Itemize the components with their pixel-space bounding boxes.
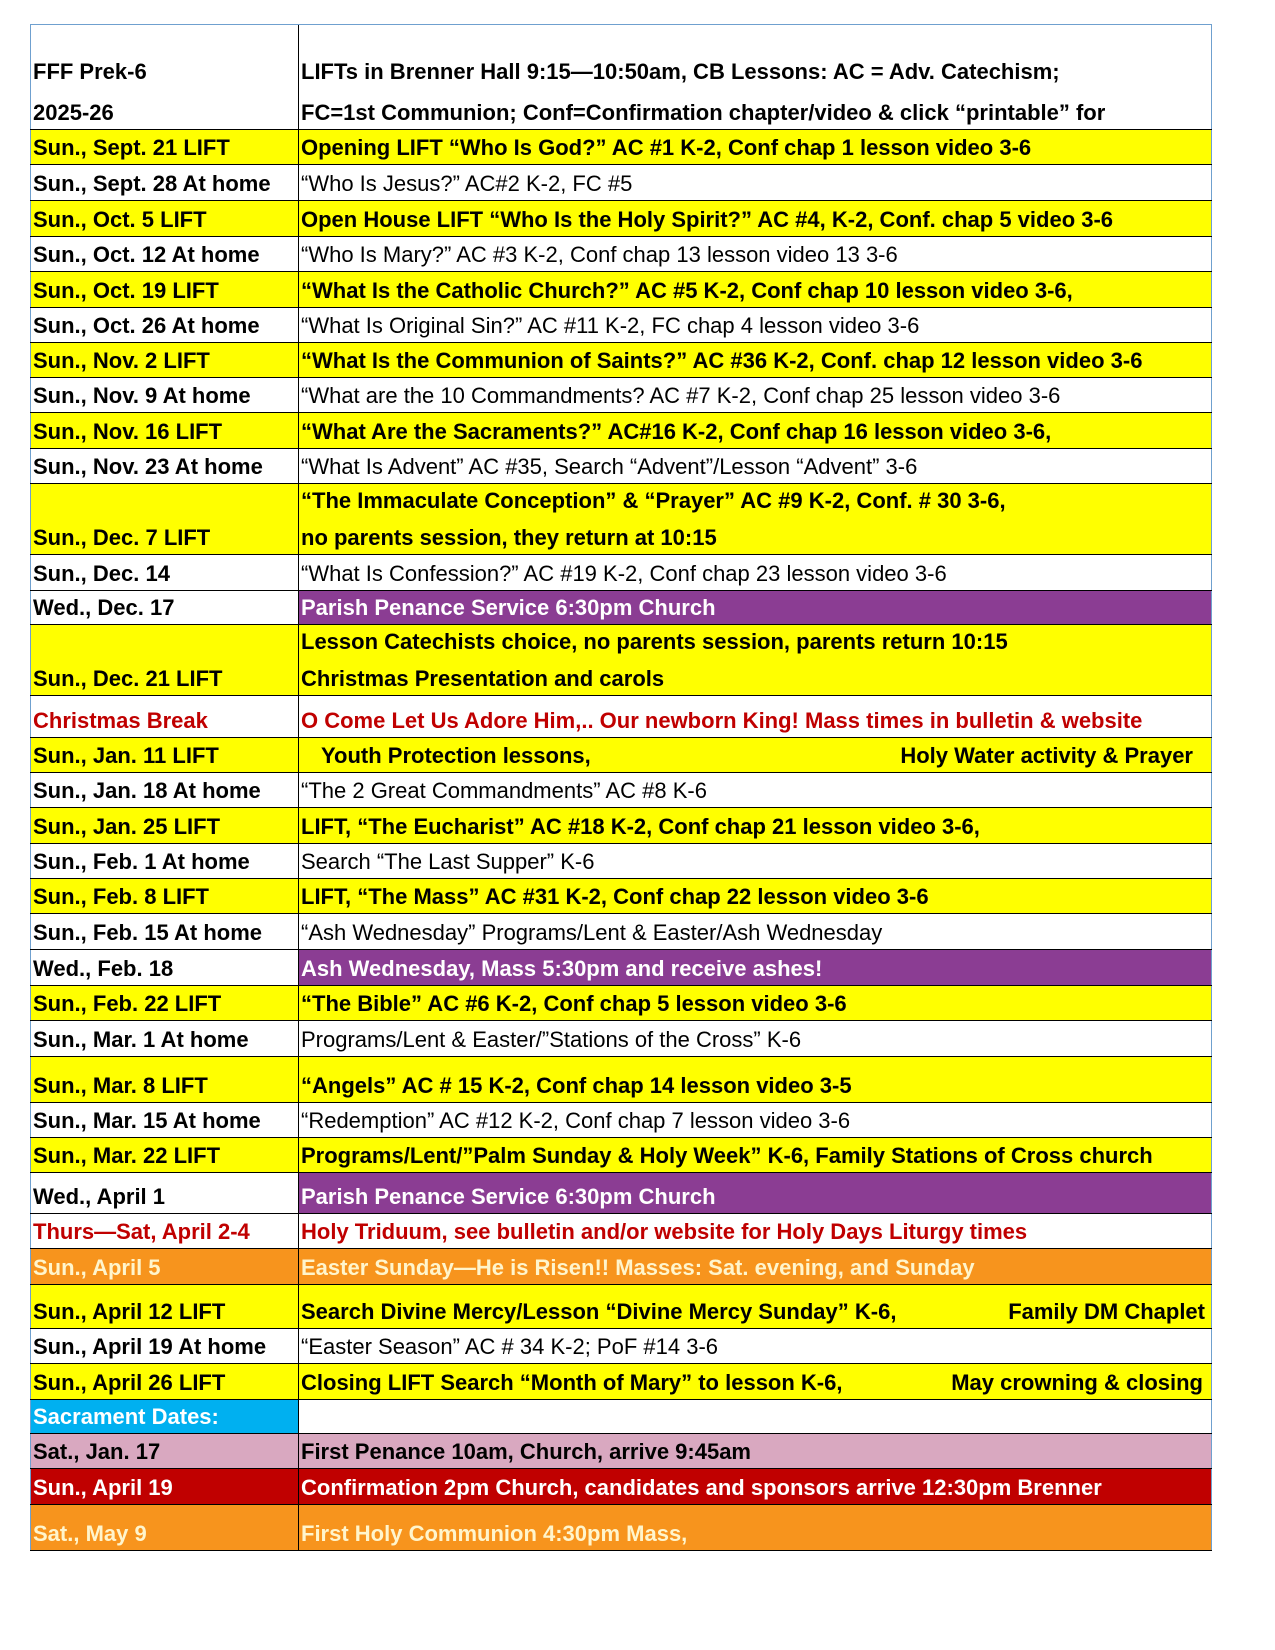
row-description: Programs/Lent/”Palm Sunday & Holy Week” K-6, Family Stations of Cross church: [299, 1138, 1212, 1172]
table-row: [30, 914, 1212, 950]
row-description: Programs/Lent & Easter/”Stations of the Cross” K-6: [299, 1021, 1212, 1056]
table-row: [30, 1173, 1212, 1214]
row-description-left: Search Divine Mercy/Lesson “Divine Mercy Sunday” K-6,: [301, 1298, 897, 1324]
row-date: Sun., Mar. 15 At home: [30, 1103, 299, 1137]
row-date: Sun., April 26 LIFT: [30, 1364, 299, 1399]
row-date: Sun., Sept. 21 LIFT: [30, 130, 299, 164]
row-date: Sun., Nov. 2 LIFT: [30, 343, 299, 377]
row-date: Sun., Mar. 8 LIFT: [30, 1057, 299, 1102]
row-description: [299, 625, 1212, 695]
row-date: Sat., Jan. 17: [30, 1434, 299, 1468]
table-row: [30, 625, 1212, 696]
row-date: Sun., Oct. 12 At home: [30, 237, 299, 271]
table-row: [30, 449, 1212, 484]
table-row: [30, 986, 1212, 1021]
table-row: [30, 201, 1212, 237]
row-description: O Come Let Us Adore Him,.. Our newborn King! Mass times in bulletin & website: [299, 696, 1212, 737]
header-line-2: FC=1st Communion; Conf=Confirmation chapter/video & click “printable” for: [301, 99, 1106, 125]
row-description-right: May crowning & closing: [951, 1369, 1203, 1395]
row-date: Sun., Feb. 22 LIFT: [30, 986, 299, 1020]
row-description: “What Is the Catholic Church?” AC #5 K-2, Conf chap 10 lesson video 3-6,: [299, 272, 1212, 307]
row-date: Sun., Feb. 1 At home: [30, 844, 299, 878]
row-date: Sun., Jan. 18 At home: [30, 773, 299, 807]
school-year: 2025-26: [33, 99, 114, 125]
row-description-left: Youth Protection lessons,: [321, 742, 591, 768]
row-date: Sun., April 12 LIFT: [30, 1285, 299, 1328]
row-description: “What Is Advent” AC #35, Search “Advent”/Lesson “Advent” 3-6: [299, 449, 1212, 483]
row-description-line-2: no parents session, they return at 10:15: [301, 524, 717, 550]
row-description: Search “The Last Supper” K-6: [299, 844, 1212, 878]
table-row: [30, 1364, 1212, 1400]
table-row: [30, 237, 1212, 272]
row-date: Sun., Feb. 8 LIFT: [30, 879, 299, 913]
row-description-line-1: “The Immaculate Conception” & “Prayer” AC #9 K-2, Conf. # 30 3-6,: [301, 488, 1006, 514]
table-row: [30, 773, 1212, 808]
program-title: FFF Prek-6: [33, 59, 147, 85]
sacrament-dates-label: Sacrament Dates:: [30, 1400, 299, 1433]
table-row: [30, 696, 1212, 738]
row-description: First Holy Communion 4:30pm Mass,: [299, 1505, 1212, 1550]
row-description-right: Family DM Chaplet: [1008, 1298, 1205, 1324]
row-date: Wed., Feb. 18: [30, 950, 299, 985]
row-date: Sun., Jan. 25 LIFT: [30, 808, 299, 843]
table-row: [30, 165, 1212, 201]
table-row: [30, 591, 1212, 625]
table-row: [30, 1434, 1212, 1469]
table-row: [30, 738, 1212, 773]
row-description-left: Closing LIFT Search “Month of Mary” to lesson K-6,: [301, 1369, 843, 1395]
table-row: [30, 343, 1212, 378]
row-description-right: Holy Water activity & Prayer: [900, 742, 1193, 768]
row-date: Sun., Oct. 19 LIFT: [30, 272, 299, 307]
row-date: Sun., Dec. 21 LIFT: [30, 625, 299, 695]
row-description: “Ash Wednesday” Programs/Lent & Easter/Ash Wednesday: [299, 914, 1212, 949]
row-description: “What Is Original Sin?” AC #11 K-2, FC chap 4 lesson video 3-6: [299, 308, 1212, 342]
header-left: [30, 25, 299, 129]
table-row: [30, 1057, 1212, 1103]
row-date: Sun., April 5: [30, 1249, 299, 1284]
row-description: Parish Penance Service 6:30pm Church: [299, 591, 1212, 624]
row-date: Sun., Sept. 28 At home: [30, 165, 299, 200]
header-right: [299, 25, 1212, 129]
row-description: “What are the 10 Commandments? AC #7 K-2, Conf chap 25 lesson video 3-6: [299, 378, 1212, 412]
row-description: “What Is the Communion of Saints?” AC #36 K-2, Conf. chap 12 lesson video 3-6: [299, 343, 1212, 377]
row-date: Sun., Feb. 15 At home: [30, 914, 299, 949]
table-row: [30, 950, 1212, 986]
row-date: Sun., Jan. 11 LIFT: [30, 738, 299, 772]
table-row: [30, 1400, 1212, 1434]
table-row: [30, 1021, 1212, 1057]
row-description: [299, 738, 1212, 772]
schedule-table: [30, 24, 1212, 1551]
table-row: [30, 413, 1212, 449]
row-description: First Penance 10am, Church, arrive 9:45am: [299, 1434, 1212, 1468]
row-description: Ash Wednesday, Mass 5:30pm and receive ashes!: [299, 950, 1212, 985]
row-description: Holy Triduum, see bulletin and/or website for Holy Days Liturgy times: [299, 1214, 1212, 1248]
row-description: “Redemption” AC #12 K-2, Conf chap 7 lesson video 3-6: [299, 1103, 1212, 1137]
table-row: [30, 130, 1212, 165]
row-description: “Who Is Jesus?” AC#2 K-2, FC #5: [299, 165, 1212, 200]
table-row: [30, 308, 1212, 343]
row-description: “Who Is Mary?” AC #3 K-2, Conf chap 13 lesson video 13 3-6: [299, 237, 1212, 271]
table-row: [30, 1214, 1212, 1249]
table-header: [30, 24, 1212, 130]
row-date: Sun., Dec. 7 LIFT: [30, 484, 299, 554]
table-row: [30, 879, 1212, 914]
row-date: Sun., Nov. 9 At home: [30, 378, 299, 412]
row-date: Christmas Break: [30, 696, 299, 737]
row-date: Sun., Nov. 23 At home: [30, 449, 299, 483]
table-row: [30, 1329, 1212, 1364]
row-description: “What Is Confession?” AC #19 K-2, Conf chap 23 lesson video 3-6: [299, 555, 1212, 590]
row-date: Sun., Mar. 1 At home: [30, 1021, 299, 1056]
row-date: Sat., May 9: [30, 1505, 299, 1550]
header-line-1: LIFTs in Brenner Hall 9:15—10:50am, CB Lessons: AC = Adv. Catechism;: [301, 59, 1060, 85]
row-date: Sun., April 19 At home: [30, 1329, 299, 1363]
row-description: [299, 1285, 1212, 1328]
table-row: [30, 808, 1212, 844]
row-description-line-2: Christmas Presentation and carols: [301, 665, 665, 691]
row-description: LIFT, “The Mass” AC #31 K-2, Conf chap 22 lesson video 3-6: [299, 879, 1212, 913]
table-row: [30, 555, 1212, 591]
row-date: Sun., Mar. 22 LIFT: [30, 1138, 299, 1172]
row-description: LIFT, “The Eucharist” AC #18 K-2, Conf chap 21 lesson video 3-6,: [299, 808, 1212, 843]
row-date: Sun., Dec. 14: [30, 555, 299, 590]
table-row: [30, 484, 1212, 555]
table-row: [30, 1103, 1212, 1138]
row-description: Parish Penance Service 6:30pm Church: [299, 1173, 1212, 1213]
row-date: Sun., Oct. 26 At home: [30, 308, 299, 342]
table-row: [30, 844, 1212, 879]
row-description: Easter Sunday—He is Risen!! Masses: Sat. evening, and Sunday: [299, 1249, 1212, 1284]
row-description: “The 2 Great Commandments” AC #8 K-6: [299, 773, 1212, 807]
row-description: Opening LIFT “Who Is God?” AC #1 K-2, Conf chap 1 lesson video 3-6: [299, 130, 1212, 164]
table-row: [30, 378, 1212, 413]
row-description: “Easter Season” AC # 34 K-2; PoF #14 3-6: [299, 1329, 1212, 1363]
table-row: [30, 1249, 1212, 1285]
table-row: [30, 1469, 1212, 1505]
row-date: Wed., Dec. 17: [30, 591, 299, 624]
row-date: Sun., April 19: [30, 1469, 299, 1504]
table-row: [30, 272, 1212, 308]
row-date: Sun., Oct. 5 LIFT: [30, 201, 299, 236]
row-description-line-1: Lesson Catechists choice, no parents session, parents return 10:15: [301, 629, 1008, 655]
row-description: “Angels” AC # 15 K-2, Conf chap 14 lesson video 3-5: [299, 1057, 1212, 1102]
row-description: Confirmation 2pm Church, candidates and sponsors arrive 12:30pm Brenner: [299, 1469, 1212, 1504]
row-description: “The Bible” AC #6 K-2, Conf chap 5 lesson video 3-6: [299, 986, 1212, 1020]
table-row: [30, 1505, 1212, 1551]
row-description: “What Are the Sacraments?” AC#16 K-2, Conf chap 16 lesson video 3-6,: [299, 413, 1212, 448]
table-row: [30, 1138, 1212, 1173]
row-date: Wed., April 1: [30, 1173, 299, 1213]
row-date: Sun., Nov. 16 LIFT: [30, 413, 299, 448]
table-row: [30, 1285, 1212, 1329]
row-description: [299, 484, 1212, 554]
row-description: Open House LIFT “Who Is the Holy Spirit?” AC #4, K-2, Conf. chap 5 video 3-6: [299, 201, 1212, 236]
row-description: [299, 1364, 1212, 1399]
row-description: [299, 1400, 1212, 1433]
row-date: Thurs—Sat, April 2-4: [30, 1214, 299, 1248]
